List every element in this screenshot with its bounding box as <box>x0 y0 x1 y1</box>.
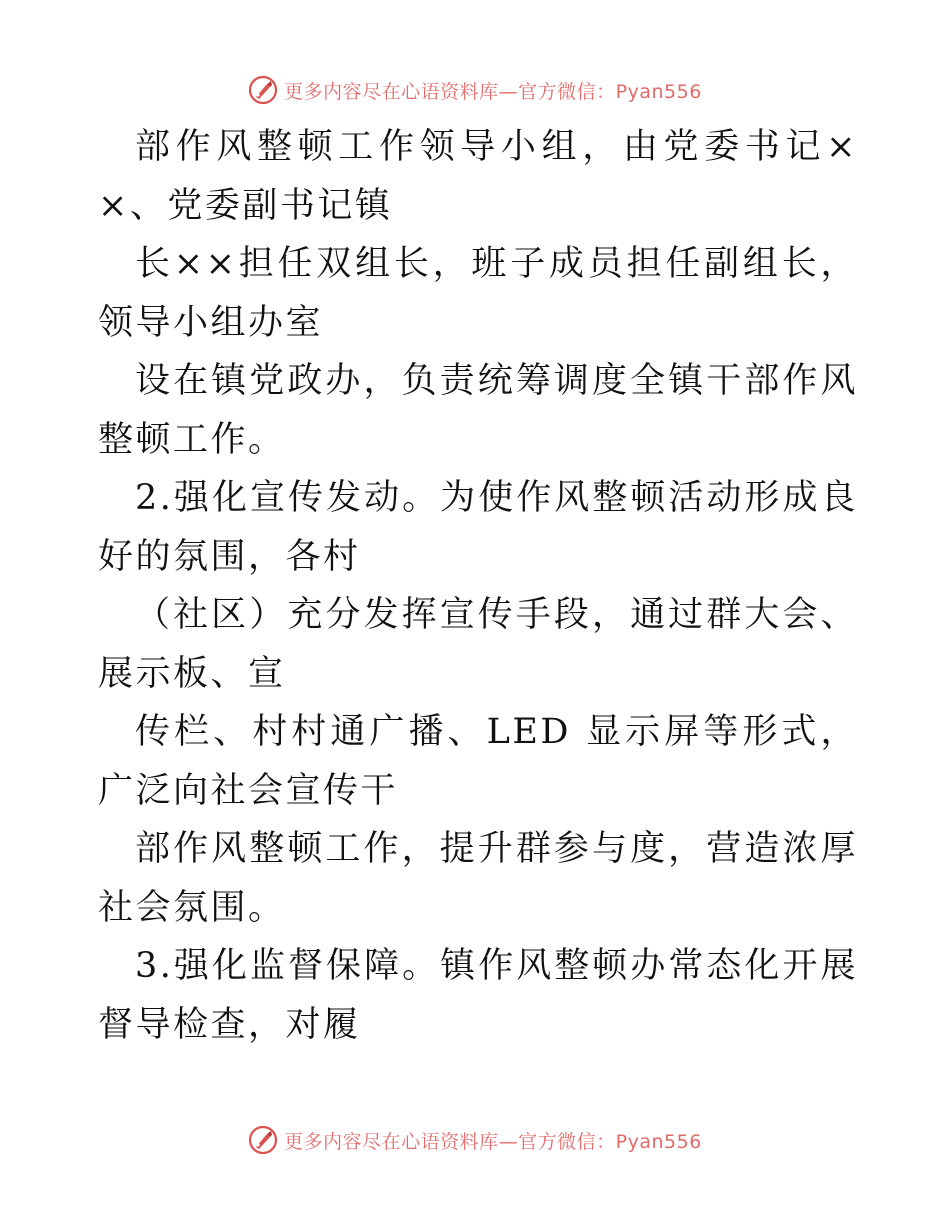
body-line: 3.强化监督保障。镇作风整顿办常态化开展督导检查，对履 <box>98 946 858 1045</box>
body-line: 传栏、村村通广播、LED 显示屏等形式，广泛向社会宣传干 <box>98 712 858 811</box>
body-line: 部作风整顿工作领导小组，由党委书记××、党委副书记镇 <box>98 127 858 226</box>
body-line: 2.强化宣传发动。为使作风整顿活动形成良好的氛围，各村 <box>98 478 858 577</box>
header-banner-text: 更多内容尽在心语资料库—官方微信：Pyan556 <box>284 80 702 103</box>
document-body <box>98 118 858 1054</box>
body-line: 长××担任双组长，班子成员担任副组长，领导小组办室 <box>98 244 858 343</box>
header-banner <box>0 70 950 110</box>
body-line: 部作风整顿工作，提升群参与度，营造浓厚社会氛围。 <box>98 829 858 928</box>
pen-nib-logo-icon <box>248 1125 278 1155</box>
footer-banner-text: 更多内容尽在心语资料库—官方微信：Pyan556 <box>284 1130 702 1153</box>
pen-nib-logo-icon <box>248 75 278 105</box>
body-line: 设在镇党政办，负责统筹调度全镇干部作风整顿工作。 <box>98 361 858 460</box>
body-line: （社区）充分发挥宣传手段，通过群大会、展示板、宣 <box>98 595 858 694</box>
footer-banner <box>0 1120 950 1160</box>
